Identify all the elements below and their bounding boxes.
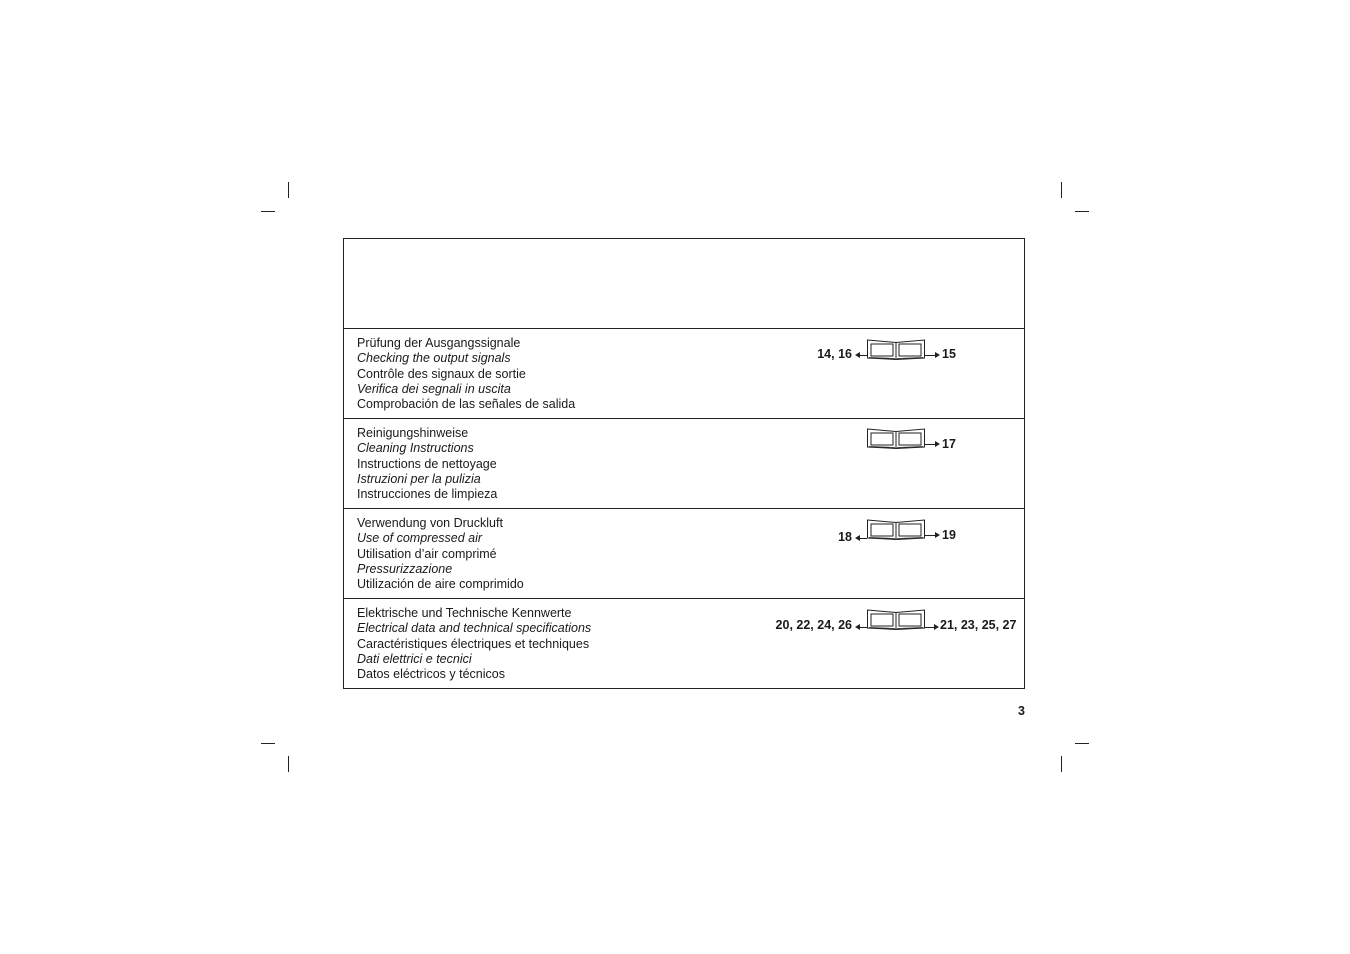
crop-mark (1061, 182, 1062, 198)
title-fr: Caractéristiques électriques et techniques (357, 636, 590, 651)
title-fr: Instructions de nettoyage (357, 456, 497, 471)
right-page-numbers: 15 (942, 347, 956, 361)
title-de: Verwendung von Druckluft (357, 516, 503, 530)
arrow-line (858, 627, 867, 628)
arrow-right-icon (935, 441, 940, 447)
crop-mark (261, 211, 275, 212)
toc-row-output-signals (344, 329, 1024, 419)
title-it: Dati elettrici e tecnici (357, 651, 472, 666)
page-reference (344, 509, 1024, 598)
title-en: Checking the output signals (357, 351, 511, 366)
right-page-numbers: 19 (942, 528, 956, 542)
page-reference (344, 599, 1024, 688)
left-page-numbers: 20, 22, 24, 26 (775, 618, 852, 632)
left-page-numbers: 18 (838, 530, 852, 544)
title-en: Electrical data and technical specifications (357, 621, 592, 636)
right-page-numbers: 21, 23, 25, 27 (940, 618, 1017, 632)
crop-mark (288, 182, 289, 198)
crop-mark (288, 756, 289, 772)
title-es: Datos eléctricos y técnicos (357, 667, 505, 682)
title-es: Utilización de aire comprimido (357, 577, 524, 592)
crop-mark (261, 743, 275, 744)
arrow-line (925, 444, 935, 445)
left-page-numbers: 14, 16 (817, 347, 852, 361)
toc-row-cleaning (344, 419, 1024, 509)
title-it: Verifica dei segnali in uscita (357, 381, 511, 396)
arrow-line (925, 535, 935, 536)
title-fr: Contrôle des signaux de sortie (357, 366, 526, 381)
arrow-line (858, 355, 867, 356)
title-de: Prüfung der Ausgangssignale (357, 336, 521, 350)
title-de: Elektrische und Technische Kennwerte (357, 606, 572, 620)
page-reference (344, 419, 1024, 508)
toc-row-compressed-air (344, 509, 1024, 599)
title-it: Istruzioni per la pulizia (357, 471, 481, 486)
arrow-right-icon (935, 532, 940, 538)
title-es: Instrucciones de limpieza (357, 487, 498, 502)
arrow-line (925, 355, 935, 356)
crop-mark (1075, 743, 1089, 744)
toc-header-blank (344, 239, 1024, 329)
open-book-icon (867, 518, 925, 540)
crop-mark (1075, 211, 1089, 212)
title-en: Use of compressed air (357, 531, 483, 546)
page-reference (344, 329, 1024, 418)
title-es: Comprobación de las señales de salida (357, 397, 576, 412)
open-book-icon (867, 608, 925, 630)
open-book-icon (867, 338, 925, 360)
page-number: 3 (1018, 704, 1025, 718)
arrow-right-icon (935, 352, 940, 358)
toc-row-electrical-data (344, 599, 1024, 688)
arrow-line (858, 538, 867, 539)
title-fr: Utilisation d’air comprimé (357, 546, 497, 561)
arrow-right-icon (934, 624, 939, 630)
title-de: Reinigungshinweise (357, 426, 469, 440)
right-page-numbers: 17 (942, 437, 956, 451)
title-en: Cleaning Instructions (357, 441, 474, 456)
table-of-contents (343, 238, 1025, 689)
open-book-icon (867, 427, 925, 449)
title-it: Pressurizzazione (357, 561, 453, 576)
crop-mark (1061, 756, 1062, 772)
